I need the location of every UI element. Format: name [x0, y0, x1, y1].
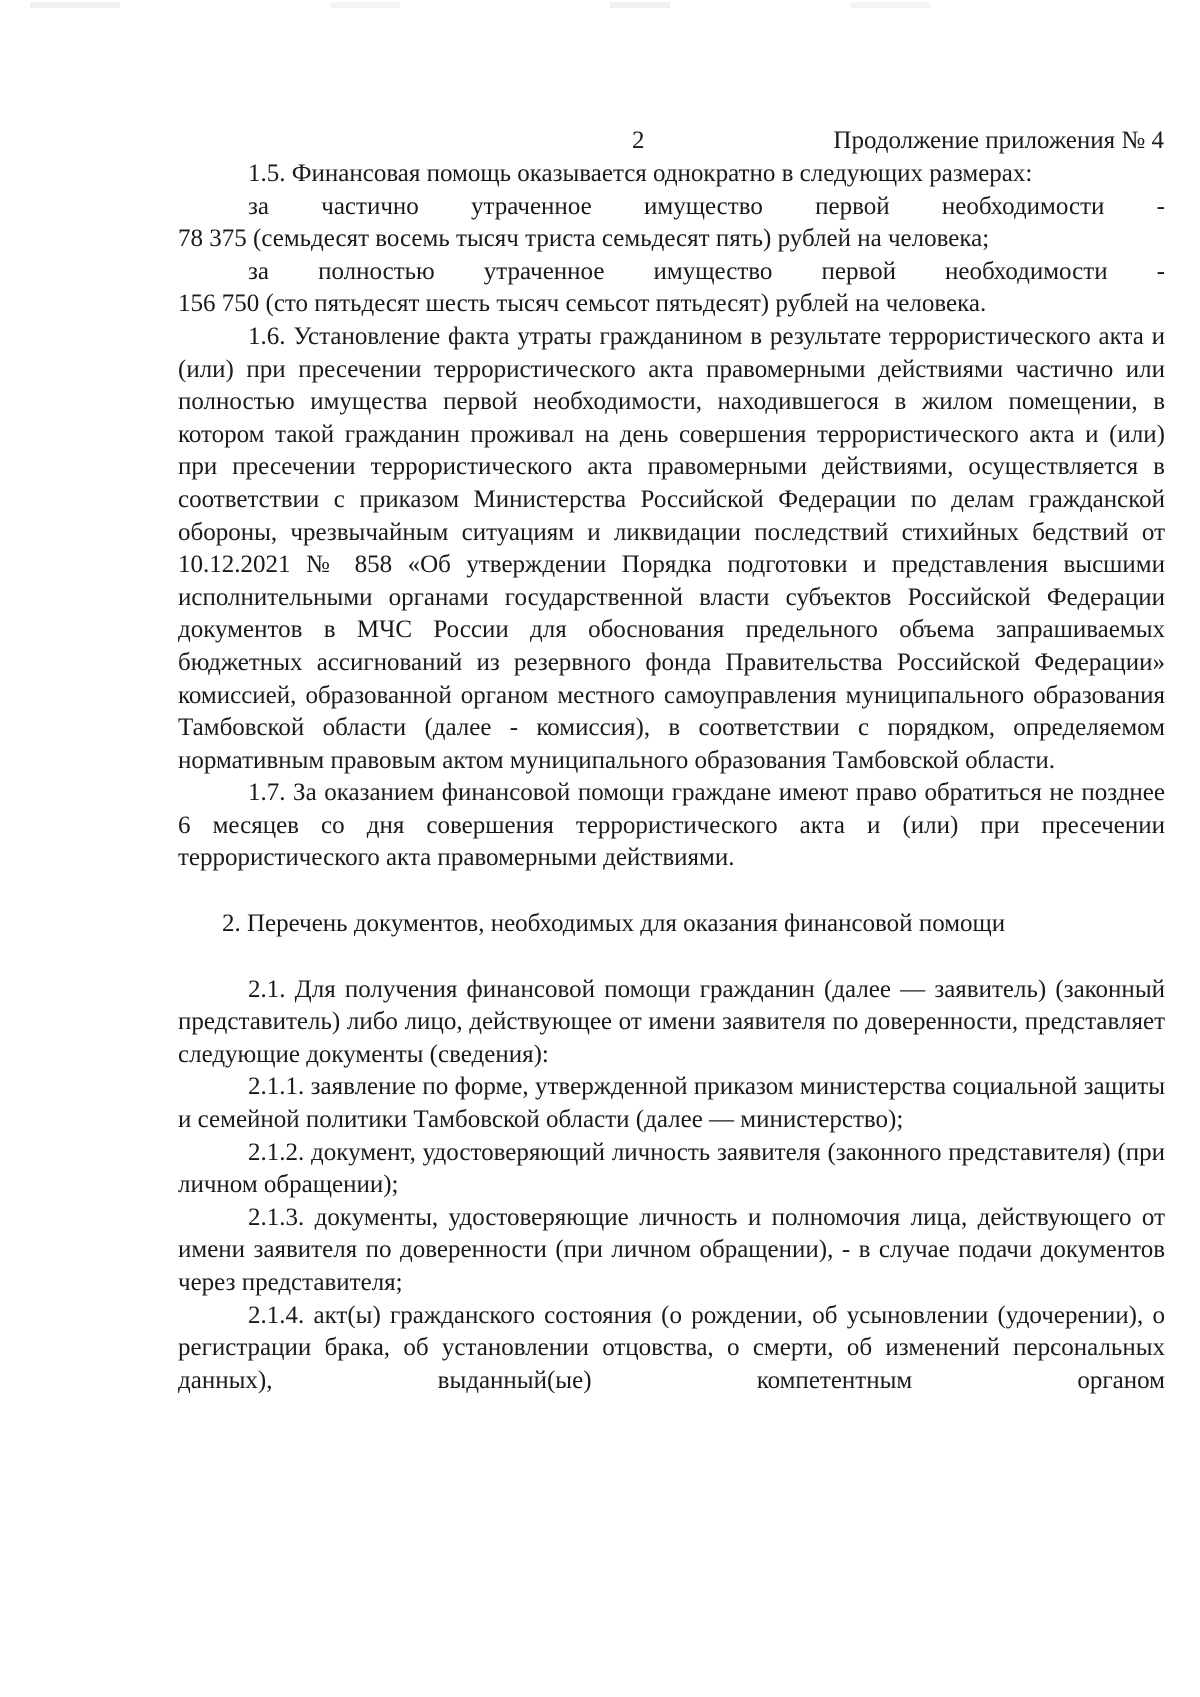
paragraph-1-5: 1.5. Финансовая помощь оказывается однократно в следующих размерах:	[248, 160, 1033, 187]
paragraph-1-6: 1.6. Установление факта утраты гражданином в результате террористического акта и (или) при пресечении террористического акта правомерными действиями частично или полностью имущества первой необходимости, находившегося в жилом помещении, в котором такой гражданин проживал на день совершения террористического акта и (или) при пресечении террористического акта правомерными действиями, осуществляется в соответствии с приказом Министерства Российской Федерации по делам гражданской обороны, чрезвычайным ситуациям и ликвидации последствий стихийных бедствий от 10.12.2021 № 858 «Об утверждении Порядка подготовки и представления высшими исполнительными органами государственной власти субъектов Российской Федерации документов в МЧС России для обоснования предельного объема запрашиваемых бюджетных ассигнований из резервного фонда Правительства Российской Федерации» комиссией, образованной органом местного самоуправления муниципального образования Тамбовской области (далее - комиссия), в соответствии с порядком, определяемом нормативным правовым актом муниципального образования Тамбовской области.	[178, 322, 1165, 774]
paragraph-1-5-partial-line2: 78 375 (семьдесят восемь тысяч триста семьдесят пять) рублей на человека;	[178, 225, 990, 253]
paragraph-1-7: 1.7. За оказанием финансовой помощи граждане имеют право обратиться не позднее 6 месяцев со дня совершения террористического акта и (или) при пресечении террористического акта правомерными действиями.	[178, 779, 1165, 872]
page-header	[0, 124, 1200, 158]
paragraph-1-5-partial-line1: за частично утраченное имущество первой необходимости -	[248, 192, 1165, 220]
document-body	[178, 158, 1165, 1397]
paragraph-1-5-full-line2: 156 750 (сто пятьдесят шесть тысяч семьсот пятьдесят) рублей на человека.	[178, 290, 987, 318]
paragraph-2-1-4: 2.1.4. акт(ы) гражданского состояния (о рождении, об усыновлении (удочерении), о регистрации брака, об установлении отцовства, о смерти, об изменений персональных данных), выданный(ые) компетентным органом	[178, 1301, 1165, 1394]
page-number: 2	[632, 127, 645, 154]
paragraph-2-1-2: 2.1.2. документ, удостоверяющий личность заявителя (законного представителя) (при личном обращении);	[178, 1138, 1165, 1199]
scan-artifact	[0, 2, 1200, 8]
section-2-heading: 2. Перечень документов, необходимых для оказания финансовой помощи	[222, 910, 1006, 938]
paragraph-2-1-3: 2.1.3. документы, удостоверяющие личность и полномочия лица, действующего от имени заявителя по доверенности (при личном обращении), - в случае подачи документов через представителя;	[178, 1203, 1165, 1296]
paragraph-1-5-full-line1: за полностью утраченное имущество первой необходимости -	[248, 257, 1165, 285]
appendix-caption: Продолжение приложения № 4	[833, 127, 1164, 154]
paragraph-2-1-1: 2.1.1. заявление по форме, утвержденной приказом министерства социальной защиты и семейной политики Тамбовской области (далее — министерство);	[178, 1073, 1165, 1134]
paragraph-2-1: 2.1. Для получения финансовой помощи гражданин (далее — заявитель) (законный представитель) либо лицо, действующее от имени заявителя по доверенности, представляет следующие документы (сведения):	[178, 975, 1165, 1068]
